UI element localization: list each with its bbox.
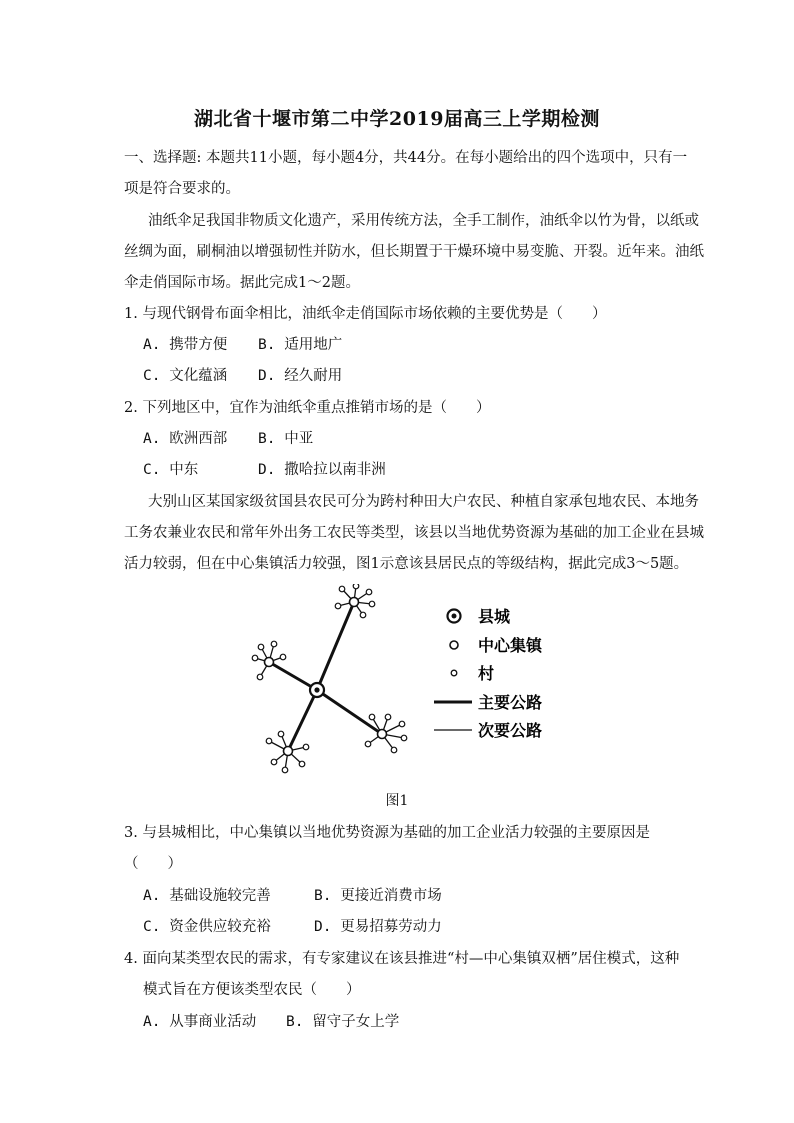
q2-option-b: B. 中亚 [258,431,314,447]
main-road [288,690,317,751]
passage1-line3: 伞走俏国际市场。据此完成1～2题。 [124,275,360,291]
passage1-line1: 油纸伞足我国非物质文化遗产，采用传统方法，全手工制作，油纸伞以竹为骨，以纸或 [148,213,699,229]
figure-caption: 图1 [385,793,409,809]
county-seat-dot [314,687,319,692]
q3-option-b: B. 更接近消费市场 [314,888,442,904]
q2-option-c: C. 中东 [143,462,199,478]
legend-village-label: 村 [478,664,495,683]
q1-option-a: A. 携带方便 [143,337,228,353]
question-3-stem: 3. 与县城相比，中心集镇以当地优势资源为基础的加工企业活力较强的主要原因是 [124,825,650,841]
section-instruction: 一、选择题: 本题共11小题，每小题4分，共44分。在每小题给出的四个选项中，只有一 [124,150,688,166]
question-3-stem-cont: （ ） [124,856,182,872]
legend-town-symbol [450,641,458,649]
legend-county-label: 县城 [478,607,511,626]
q4-option-a: A. 从事商业活动 [143,1014,257,1030]
legend [434,607,543,740]
question-4-stem: 4. 面向某类型农民的需求，有专家建议在该县推进“村—中心集镇双栖”居住模式，这种 [124,951,680,967]
main-road [269,662,317,690]
q1-option-c: C. 文化蕴涵 [143,368,228,384]
question-1-stem: 1. 与现代钢骨布面伞相比，油纸伞走俏国际市场依赖的主要优势是（ ） [124,306,607,322]
legend-town-label: 中心集镇 [478,636,543,655]
passage2-line2: 工务农兼业农民和常年外出务工农民等类型，该县以当地优势资源为基础的加工企业在县城 [124,525,704,541]
passage2-line3: 活力较弱，但在中心集镇活力较强，图1示意该县居民点的等级结构，据此完成3～5题。 [124,556,689,572]
legend-village-symbol [451,670,457,676]
q2-option-a: A. 欧洲西部 [143,431,228,447]
question-4-stem-cont: 模式旨在方便该类型农民（ ） [143,982,361,998]
legend-main-road-label: 主要公路 [478,693,543,712]
q3-option-d: D. 更易招募劳动力 [314,919,442,935]
q4-option-b: B. 留守子女上学 [286,1014,400,1030]
q1-option-b: B. 适用地广 [258,337,343,353]
main-road [317,690,382,734]
passage2-line1: 大别山区某国家级贫国县农民可分为跨村种田大户农民、种植自家承包地农民、本地务 [148,494,699,510]
settlement-hierarchy-diagram [250,584,560,780]
main-road [317,602,354,690]
page-title: 湖北省十堰市第二中学2019届高三上学期检测 [194,108,600,130]
passage1-line2: 丝绸为面，刷桐油以增强韧性并防水，但长期置于干燥环境中易变脆、开裂。近年来。油纸 [124,244,704,260]
q3-option-c: C. 资金供应较充裕 [143,919,271,935]
legend-minor-road-label: 次要公路 [478,721,543,740]
q3-option-a: A. 基础设施较完善 [143,888,271,904]
q2-option-d: D. 撒哈拉以南非洲 [258,462,386,478]
question-2-stem: 2. 下列地区中，宜作为油纸伞重点推销市场的是（ ） [124,400,491,416]
section-instruction-cont: 项是符合要求的。 [124,181,240,197]
q1-option-d: D. 经久耐用 [258,368,343,384]
